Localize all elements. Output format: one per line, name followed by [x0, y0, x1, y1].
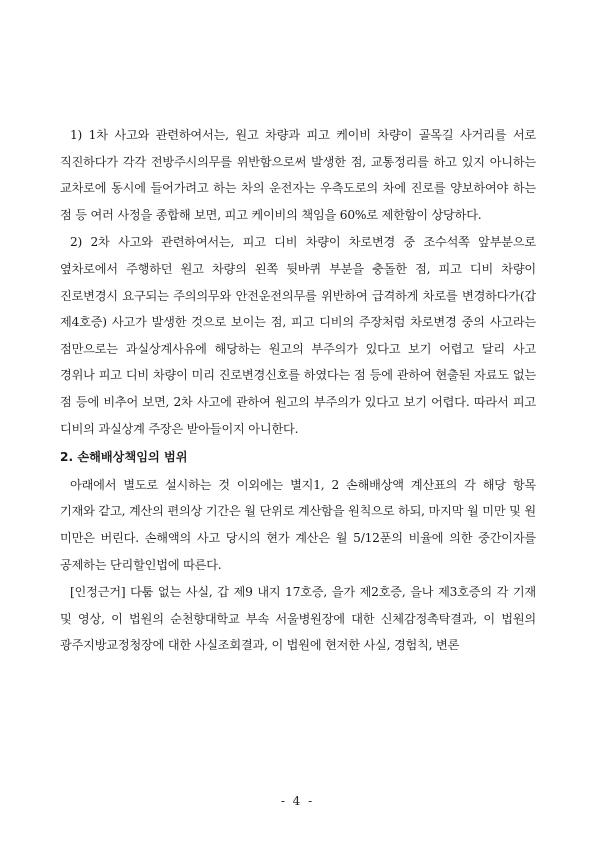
- paragraph-evidence-basis: [인정근거] 다툼 없는 사실, 갑 제9 내지 17호증, 을가 제2호증, 을나 제3호증의 각 기재 및 영상, 이 법원의 순천향대학교 부속 서울병원장에 대한 신체감정촉탁결과, 이 법원의 광주지방교정청장에 대한 사실조회결과, 이 법원에 현저한 사실, 경험칙, 변론: [60, 585, 536, 653]
- section-heading: 2. 손해배상책임의 범위: [60, 450, 188, 465]
- paragraph-damages-calculation: 아래에서 별도로 설시하는 것 이외에는 별지1, 2 손해배상액 계산표의 각 해당 항목 기재와 같고, 계산의 편의상 기간은 월 단위로 계산함을 원칙으로 하되, 마지막 월 미만 및 원 미만은 버린다. 손해액의 사고 당시의 현가 계산은 월 5/12푼의 비율에 의한 중간이자를 공제하는 단리할인법에 따른다.: [60, 477, 536, 572]
- paragraph-accident-2: 2) 2차 사고와 관련하여서는, 피고 디비 차량이 차로변경 중 조수석쪽 앞부분으로 옆차로에서 주행하던 원고 차량의 왼쪽 뒷바퀴 부분을 충돌한 점, 피고 디비 차량이 진로변경시 요구되는 주의의무와 안전운전의무를 위반하여 급격하게 차로를 변경하다가(갑 제4호증) 사고가 발생한 것으로 보이는 점, 피고 디비의 주장처럼 차로변경 중의 사고라는 점만으로는 과실상계사유에 해당하는 원고의 부주의가 있다고 보기 어렵고 달리 사고 경위나 피고 디비 차량이 미리 진로변경신호를 하였다는 점 등에 관하여 현출된 자료도 없는 점 등에 비추어 보면, 2차 사고에 관하여 원고의 부주의가 있다고 보기 어렵다. 따라서 피고 디비의 과실상계 주장은 받아들이지 아니한다.: [60, 235, 536, 436]
- document-body: [60, 122, 536, 659]
- paragraph-accident-1: 1) 1차 사고와 관련하여서는, 원고 차량과 피고 케이비 차량이 골목길 사거리를 서로 직진하다가 각각 전방주시의무를 위반함으로써 발생한 점, 교통정리를 하고 있지 아니하는 교차로에 동시에 들어가려고 하는 차의 운전자는 우측도로의 차에 진로를 양보하여야 하는 점 등 여러 사정을 종합해 보면, 피고 케이비의 책임을 60%로 제한함이 상당하다.: [60, 128, 536, 222]
- page-number: - 4 -: [280, 794, 315, 808]
